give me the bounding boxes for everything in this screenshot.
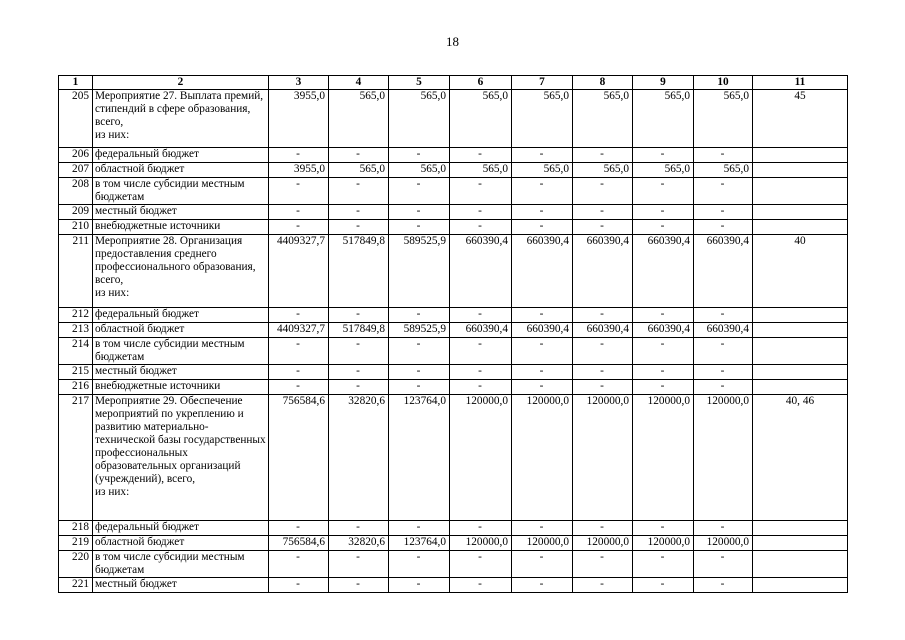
- column-header: 1: [59, 76, 93, 90]
- value-cell: 120000,0: [573, 536, 633, 551]
- value-cell: 660390,4: [633, 323, 694, 338]
- row-number: 215: [59, 365, 93, 380]
- table-row: [59, 338, 848, 365]
- value-cell: 565,0: [450, 90, 512, 148]
- value-cell: -: [512, 521, 573, 536]
- value-cell: -: [633, 578, 694, 593]
- value-cell: 565,0: [389, 90, 450, 148]
- value-cell: -: [329, 578, 389, 593]
- value-cell: -: [329, 551, 389, 578]
- item-name: местный бюджет: [93, 205, 269, 220]
- value-cell: -: [269, 578, 329, 593]
- item-name: Мероприятие 28. Организация предоставления среднего профессионального образования, всего, из них:: [93, 235, 269, 308]
- indicator-ref: 40: [753, 235, 848, 308]
- value-cell: 565,0: [512, 90, 573, 148]
- table-row: [59, 205, 848, 220]
- value-cell: -: [694, 380, 753, 395]
- page-number: 18: [446, 34, 459, 49]
- value-cell: -: [573, 551, 633, 578]
- row-number: 218: [59, 521, 93, 536]
- value-cell: 120000,0: [573, 395, 633, 521]
- value-cell: -: [329, 308, 389, 323]
- value-cell: -: [633, 205, 694, 220]
- value-cell: -: [694, 578, 753, 593]
- table-row: [59, 521, 848, 536]
- table-row: [59, 163, 848, 178]
- indicator-ref: [753, 551, 848, 578]
- table-row: [59, 323, 848, 338]
- value-cell: -: [512, 578, 573, 593]
- indicator-ref: [753, 308, 848, 323]
- value-cell: 517849,8: [329, 323, 389, 338]
- value-cell: 517849,8: [329, 235, 389, 308]
- value-cell: -: [573, 521, 633, 536]
- value-cell: -: [633, 365, 694, 380]
- item-name: в том числе субсидии местным бюджетам: [93, 338, 269, 365]
- row-number: 212: [59, 308, 93, 323]
- item-name: в том числе субсидии местным бюджетам: [93, 178, 269, 205]
- value-cell: 120000,0: [512, 395, 573, 521]
- value-cell: -: [389, 578, 450, 593]
- value-cell: -: [329, 148, 389, 163]
- indicator-ref: [753, 521, 848, 536]
- row-number: 207: [59, 163, 93, 178]
- value-cell: -: [389, 205, 450, 220]
- value-cell: 660390,4: [450, 235, 512, 308]
- row-number: 206: [59, 148, 93, 163]
- column-header: 2: [93, 76, 269, 90]
- indicator-ref: [753, 380, 848, 395]
- table-row: [59, 235, 848, 308]
- item-name: внебюджетные источники: [93, 220, 269, 235]
- value-cell: 565,0: [329, 90, 389, 148]
- value-cell: -: [694, 205, 753, 220]
- value-cell: -: [694, 308, 753, 323]
- item-name: областной бюджет: [93, 323, 269, 338]
- value-cell: -: [512, 338, 573, 365]
- budget-table: [58, 75, 848, 593]
- value-cell: -: [573, 308, 633, 323]
- value-cell: -: [269, 521, 329, 536]
- value-cell: -: [389, 148, 450, 163]
- value-cell: -: [694, 521, 753, 536]
- indicator-ref: [753, 220, 848, 235]
- table-row: [59, 148, 848, 163]
- value-cell: -: [269, 380, 329, 395]
- table-row: [59, 551, 848, 578]
- value-cell: -: [269, 205, 329, 220]
- value-cell: -: [573, 380, 633, 395]
- value-cell: -: [389, 380, 450, 395]
- table-row: [59, 536, 848, 551]
- value-cell: 4409327,7: [269, 323, 329, 338]
- column-header: 9: [633, 76, 694, 90]
- value-cell: -: [694, 178, 753, 205]
- indicator-ref: [753, 205, 848, 220]
- value-cell: 565,0: [450, 163, 512, 178]
- value-cell: 660390,4: [450, 323, 512, 338]
- value-cell: 565,0: [694, 90, 753, 148]
- value-cell: -: [450, 178, 512, 205]
- row-number: 205: [59, 90, 93, 148]
- table-row: [59, 178, 848, 205]
- indicator-ref: [753, 323, 848, 338]
- value-cell: -: [450, 521, 512, 536]
- value-cell: 120000,0: [450, 536, 512, 551]
- table-body: [59, 76, 848, 593]
- item-name: внебюджетные источники: [93, 380, 269, 395]
- value-cell: -: [389, 178, 450, 205]
- value-cell: 3955,0: [269, 90, 329, 148]
- value-cell: 565,0: [573, 163, 633, 178]
- table-row: [59, 220, 848, 235]
- value-cell: -: [329, 380, 389, 395]
- value-cell: -: [633, 178, 694, 205]
- indicator-ref: [753, 578, 848, 593]
- value-cell: 120000,0: [512, 536, 573, 551]
- value-cell: -: [389, 338, 450, 365]
- value-cell: 660390,4: [573, 235, 633, 308]
- value-cell: -: [573, 205, 633, 220]
- column-header: 10: [694, 76, 753, 90]
- row-number: 216: [59, 380, 93, 395]
- indicator-ref: 40, 46: [753, 395, 848, 521]
- value-cell: -: [694, 551, 753, 578]
- value-cell: -: [450, 220, 512, 235]
- value-cell: 756584,6: [269, 536, 329, 551]
- header-row: [59, 76, 848, 90]
- value-cell: -: [694, 365, 753, 380]
- indicator-ref: 45: [753, 90, 848, 148]
- value-cell: -: [269, 365, 329, 380]
- value-cell: -: [389, 365, 450, 380]
- row-number: 217: [59, 395, 93, 521]
- value-cell: -: [450, 308, 512, 323]
- indicator-ref: [753, 536, 848, 551]
- value-cell: -: [694, 148, 753, 163]
- value-cell: -: [450, 338, 512, 365]
- row-number: 211: [59, 235, 93, 308]
- value-cell: 123764,0: [389, 395, 450, 521]
- column-header: 6: [450, 76, 512, 90]
- value-cell: -: [573, 220, 633, 235]
- value-cell: 120000,0: [633, 395, 694, 521]
- value-cell: -: [633, 338, 694, 365]
- item-name: федеральный бюджет: [93, 148, 269, 163]
- value-cell: 32820,6: [329, 536, 389, 551]
- row-number: 210: [59, 220, 93, 235]
- value-cell: 120000,0: [633, 536, 694, 551]
- value-cell: 32820,6: [329, 395, 389, 521]
- indicator-ref: [753, 338, 848, 365]
- value-cell: -: [633, 521, 694, 536]
- value-cell: -: [633, 148, 694, 163]
- row-number: 220: [59, 551, 93, 578]
- value-cell: 589525,9: [389, 235, 450, 308]
- value-cell: -: [269, 338, 329, 365]
- item-name: местный бюджет: [93, 578, 269, 593]
- value-cell: 565,0: [694, 163, 753, 178]
- value-cell: -: [269, 551, 329, 578]
- value-cell: 565,0: [633, 90, 694, 148]
- row-number: 209: [59, 205, 93, 220]
- value-cell: -: [512, 148, 573, 163]
- value-cell: 123764,0: [389, 536, 450, 551]
- value-cell: -: [389, 521, 450, 536]
- item-name: областной бюджет: [93, 163, 269, 178]
- value-cell: -: [269, 148, 329, 163]
- value-cell: -: [329, 220, 389, 235]
- value-cell: 120000,0: [694, 395, 753, 521]
- row-number: 219: [59, 536, 93, 551]
- item-name: Мероприятие 27. Выплата премий, стипендий в сфере образования, всего, из них:: [93, 90, 269, 148]
- indicator-ref: [753, 163, 848, 178]
- value-cell: 565,0: [633, 163, 694, 178]
- column-header: 3: [269, 76, 329, 90]
- value-cell: -: [329, 205, 389, 220]
- value-cell: 660390,4: [512, 235, 573, 308]
- value-cell: -: [633, 551, 694, 578]
- table-row: [59, 90, 848, 148]
- value-cell: -: [389, 551, 450, 578]
- value-cell: -: [573, 365, 633, 380]
- value-cell: -: [512, 365, 573, 380]
- item-name: федеральный бюджет: [93, 308, 269, 323]
- column-header: 5: [389, 76, 450, 90]
- column-header: 7: [512, 76, 573, 90]
- value-cell: -: [329, 365, 389, 380]
- value-cell: -: [269, 220, 329, 235]
- value-cell: -: [450, 380, 512, 395]
- table-row: [59, 380, 848, 395]
- row-number: 221: [59, 578, 93, 593]
- value-cell: 660390,4: [633, 235, 694, 308]
- value-cell: -: [512, 205, 573, 220]
- value-cell: 565,0: [389, 163, 450, 178]
- column-header: 4: [329, 76, 389, 90]
- value-cell: 120000,0: [450, 395, 512, 521]
- item-name: областной бюджет: [93, 536, 269, 551]
- indicator-ref: [753, 148, 848, 163]
- value-cell: -: [269, 308, 329, 323]
- value-cell: 660390,4: [694, 323, 753, 338]
- value-cell: -: [389, 308, 450, 323]
- value-cell: 660390,4: [512, 323, 573, 338]
- value-cell: -: [512, 178, 573, 205]
- value-cell: -: [694, 338, 753, 365]
- value-cell: 120000,0: [694, 536, 753, 551]
- value-cell: 565,0: [329, 163, 389, 178]
- item-name: в том числе субсидии местным бюджетам: [93, 551, 269, 578]
- row-number: 213: [59, 323, 93, 338]
- value-cell: -: [329, 521, 389, 536]
- value-cell: -: [512, 220, 573, 235]
- value-cell: 660390,4: [694, 235, 753, 308]
- item-name: Мероприятие 29. Обеспечение мероприятий по укреплению и развитию материально-технической базы государственных профессиональных образовательных организаций (учреждений), всего, из них:: [93, 395, 269, 521]
- item-name: местный бюджет: [93, 365, 269, 380]
- value-cell: -: [512, 551, 573, 578]
- table-row: [59, 365, 848, 380]
- value-cell: -: [450, 365, 512, 380]
- item-name: федеральный бюджет: [93, 521, 269, 536]
- table-row: [59, 308, 848, 323]
- value-cell: -: [633, 220, 694, 235]
- row-number: 214: [59, 338, 93, 365]
- table-row: [59, 578, 848, 593]
- value-cell: 589525,9: [389, 323, 450, 338]
- value-cell: -: [450, 148, 512, 163]
- value-cell: -: [329, 338, 389, 365]
- column-header: 8: [573, 76, 633, 90]
- value-cell: 756584,6: [269, 395, 329, 521]
- value-cell: 4409327,7: [269, 235, 329, 308]
- indicator-ref: [753, 365, 848, 380]
- column-header: 11: [753, 76, 848, 90]
- value-cell: -: [573, 578, 633, 593]
- value-cell: -: [573, 338, 633, 365]
- value-cell: -: [450, 551, 512, 578]
- indicator-ref: [753, 178, 848, 205]
- value-cell: -: [389, 220, 450, 235]
- value-cell: -: [573, 178, 633, 205]
- value-cell: 565,0: [512, 163, 573, 178]
- table-row: [59, 395, 848, 521]
- value-cell: -: [633, 308, 694, 323]
- row-number: 208: [59, 178, 93, 205]
- value-cell: 3955,0: [269, 163, 329, 178]
- value-cell: -: [633, 380, 694, 395]
- value-cell: -: [694, 220, 753, 235]
- value-cell: 565,0: [573, 90, 633, 148]
- value-cell: -: [573, 148, 633, 163]
- value-cell: -: [329, 178, 389, 205]
- value-cell: -: [512, 380, 573, 395]
- value-cell: -: [512, 308, 573, 323]
- value-cell: -: [450, 205, 512, 220]
- value-cell: -: [269, 178, 329, 205]
- value-cell: -: [450, 578, 512, 593]
- value-cell: 660390,4: [573, 323, 633, 338]
